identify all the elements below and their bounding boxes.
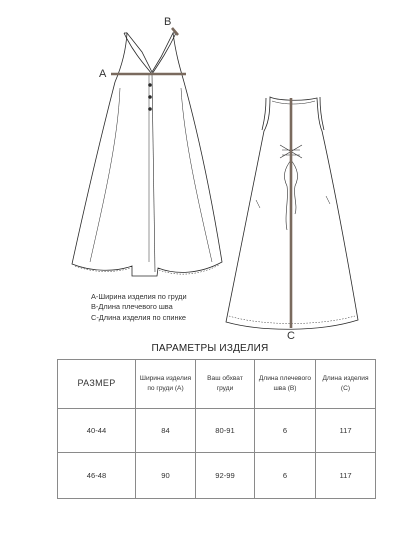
legend-item-c: С-Длина изделия по спинке <box>91 312 187 322</box>
legend-item-b: В-Длина плечевого шва <box>91 302 173 312</box>
marker-c: C <box>287 330 295 340</box>
cell-bust-girth: 92-99 <box>196 453 255 499</box>
cell-bust-girth: 80-91 <box>196 409 255 453</box>
table-title: ПАРАМЕТРЫ ИЗДЕЛИЯ <box>151 343 269 354</box>
header-shoulder-length: Длина плечевого шва (В) <box>255 360 316 409</box>
marker-a: A <box>99 68 107 80</box>
size-parameters-table <box>57 359 376 499</box>
cell-garment-length: 117 <box>316 409 376 453</box>
header-size: РАЗМЕР <box>58 360 136 409</box>
legend-item-a: А-Ширина изделия по груди <box>91 292 187 301</box>
header-garment-length: Длина изделия (С) <box>316 360 376 409</box>
cell-size: 46-48 <box>58 453 136 499</box>
cell-shoulder-length: 6 <box>255 409 316 453</box>
header-chest-width: Ширина изделия по груди (А) <box>136 360 196 409</box>
cell-chest-width: 84 <box>136 409 196 453</box>
cell-size: 40-44 <box>58 409 136 453</box>
cell-shoulder-length: 6 <box>255 453 316 499</box>
cell-chest-width: 90 <box>136 453 196 499</box>
dress-front-sketch <box>72 33 222 276</box>
table-row <box>58 409 376 453</box>
table-header-row <box>58 360 376 409</box>
cell-garment-length: 117 <box>316 453 376 499</box>
header-bust-girth: Ваш обхват груди <box>196 360 255 409</box>
table-row <box>58 453 376 499</box>
marker-b: B <box>164 16 172 28</box>
measurement-legend <box>91 292 187 323</box>
